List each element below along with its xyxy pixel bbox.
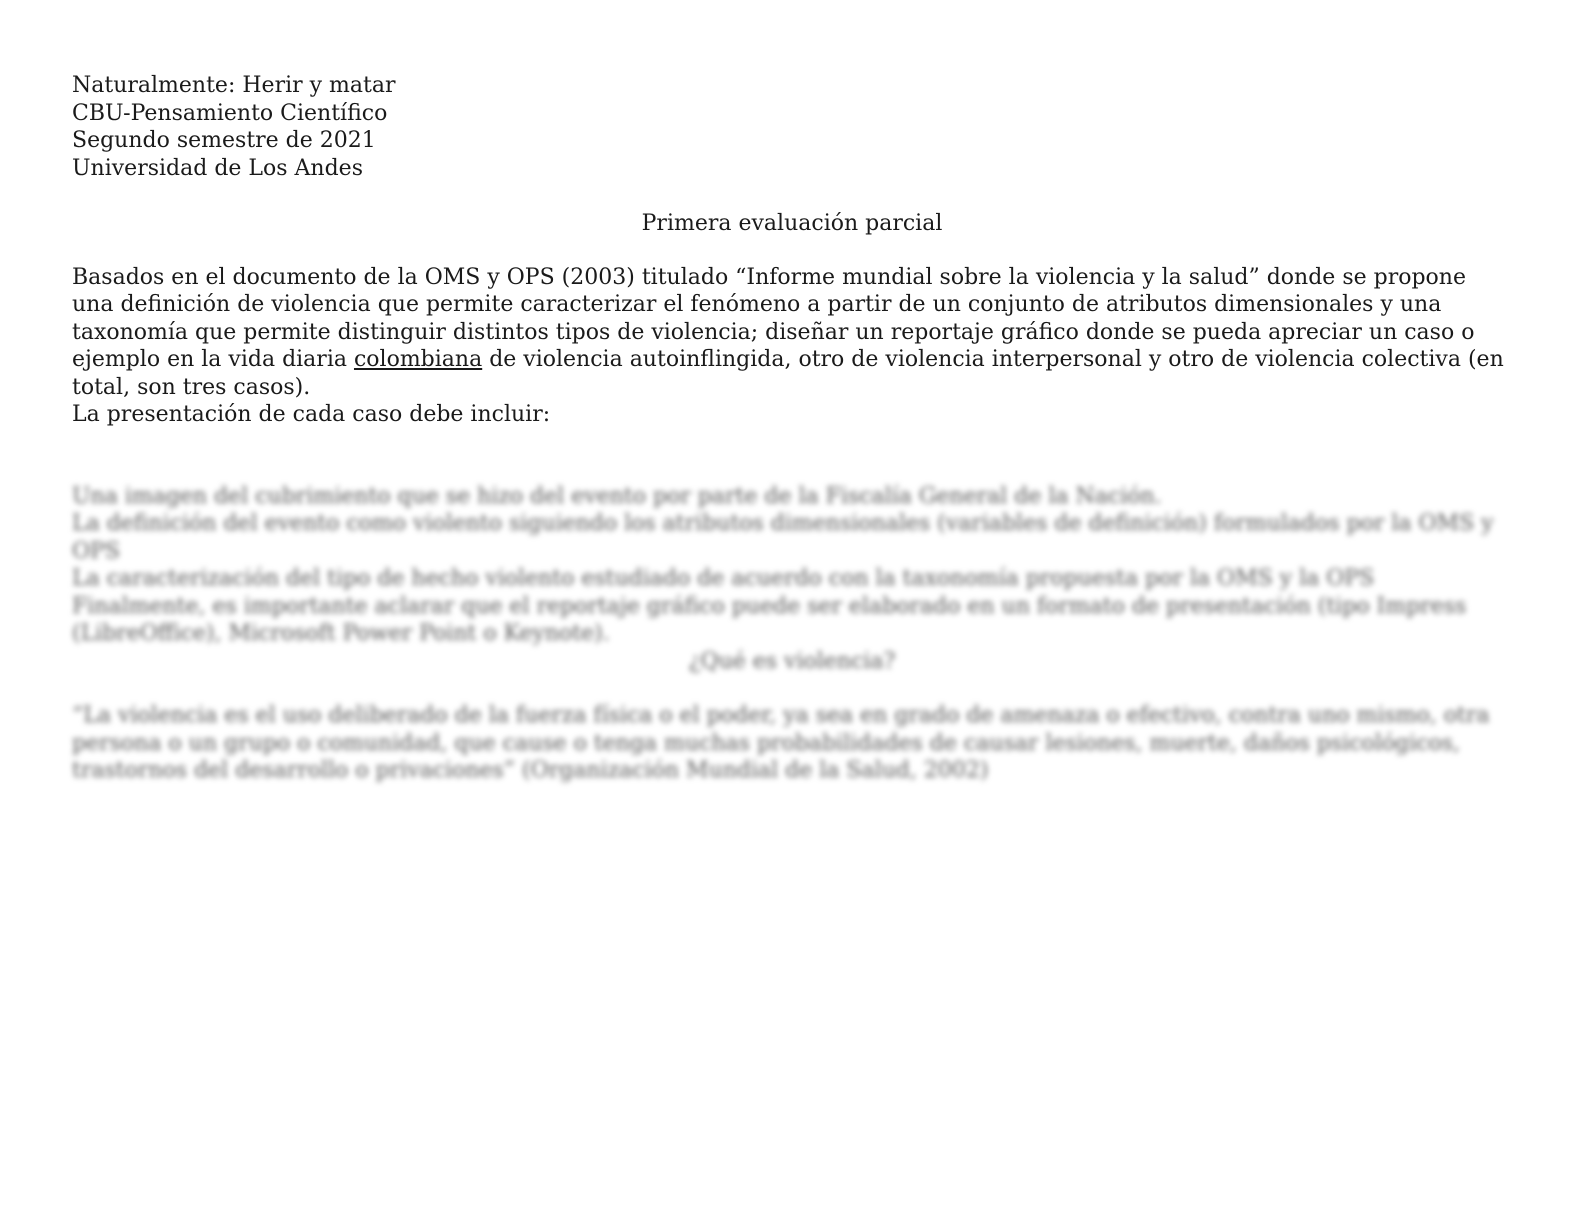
course-name: Naturalmente: Herir y matar — [72, 73, 396, 98]
intro-paragraph — [72, 264, 1512, 402]
semester: Segundo semestre de 2021 — [72, 128, 376, 153]
university: Universidad de Los Andes — [72, 155, 363, 181]
intro-second-line: La presentación de cada caso debe incluir: — [72, 402, 551, 427]
requirement-item: La caracterización del tipo de hecho violento estudiado de acuerdo con la taxonomía propuesta por la OMS y la OPS — [72, 566, 1375, 591]
requirement-item: La definición del evento como violento siguiendo los atributos dimensionales (variables de definición) formulados por la OMS y OPS — [72, 511, 1494, 564]
definition-quote: “La violencia es el uso deliberado de la fuerza física o el poder, ya sea en grado de amenaza o efectivo, contra uno mismo, otra persona o un grupo o comunidad, que cause o tenga muchas probabilidades de causar lesiones, muerte, daños psicológicos, trastornos del desarrollo o privaciones” (Organización Mundial de la Salud, 2002) — [72, 703, 1490, 783]
requirement-item: Una imagen del cubrimiento que se hizo del evento por parte de la Fiscalía General de la Nación. — [72, 483, 1162, 509]
intro-text-after: de violencia autoinflingida, otro de violencia interpersonal y otro de violencia colectiva (en total, son tres casos). — [72, 347, 1504, 400]
requirement-item: Finalmente, es importante aclarar que el reportaje gráfico puede ser elaborado en un formato de presentación (tipo Impress (LibreOffice), Microsoft Power Point o Keynote). — [72, 593, 1467, 646]
document-header — [72, 72, 1512, 182]
course-program: CBU-Pensamiento Científico — [72, 100, 388, 126]
section-subtitle: ¿Qué es violencia? — [688, 648, 896, 674]
intro-underlined-word: colombiana — [353, 347, 483, 372]
intro-text-before: Basados en el documento de la OMS y OPS (2003) titulado “Informe mundial sobre la violencia y la salud” donde se propone una definición de violencia que permite caracterizar el fenómeno a partir de un conjunto de atributos dimensionales y una taxonomía que permite distinguir distintos tipos de violencia; diseñar un reportaje gráfico donde se pueda apreciar un caso o ejemplo en la vida diaria — [72, 264, 1475, 372]
document-page — [72, 72, 1512, 785]
requirements-section — [72, 483, 1512, 785]
document-title: Primera evaluación parcial — [641, 211, 943, 236]
